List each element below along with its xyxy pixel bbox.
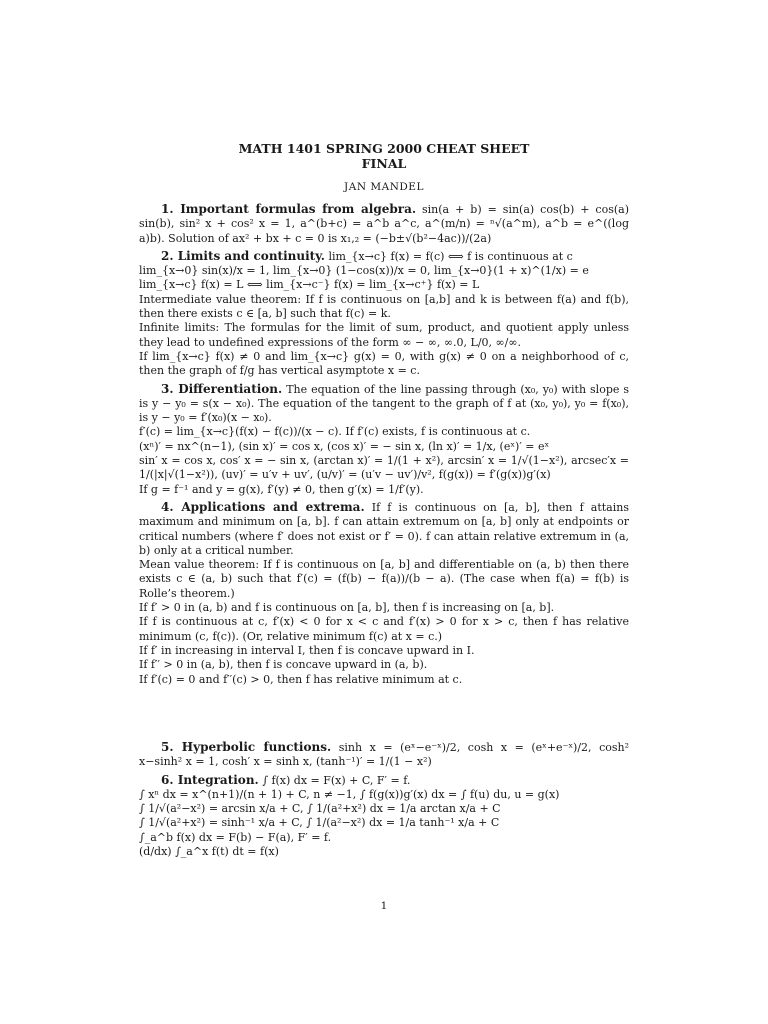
formula-line: lim_{x→0} sin(x)/x = 1, lim_{x→0} (1−cos(x))/x = 0, lim_{x→0}(1 + x)^(1/x) = e: [139, 264, 589, 278]
theorem-line: If f′ in increasing in interval I, then f is concave upward in I.: [139, 643, 475, 657]
theorem-line: If f′′ > 0 in (a, b), then f is concave upward in (a, b).: [139, 658, 428, 672]
title-line-2: FINAL: [361, 156, 407, 171]
theorem-line: If f′ > 0 in (a, b) and f is continuous on [a, b], then f is increasing on [a, b].: [139, 601, 555, 615]
section-text: sin(a + b) = sin(a) cos(b) + cos(a) sin(b), sin² x + cos² x = 1, a^(b+c) = a^b a^c, a^(m/n) = ⁿ√(a^m), a^b = e^((log a)b). Solution of ax² + bx + c = 0 is x₁,₂ = (−b±√(b²−4ac))/(2a): [139, 203, 629, 245]
section-differentiation: [139, 382, 629, 497]
content-block-2: [139, 740, 629, 862]
section-body: [139, 382, 629, 426]
section-heading: 4. Applications and extrema.: [161, 499, 365, 514]
section-body: [139, 500, 629, 558]
title-line-1: MATH 1401 SPRING 2000 CHEAT SHEET: [238, 141, 530, 156]
section-text: ∫ f(x) dx = F(x) + C, F′ = f.: [258, 773, 411, 787]
section-body: [139, 773, 629, 788]
formula-line: (xⁿ)′ = nx^(n−1), (sin x)′ = cos x, (cos x)′ = − sin x, (ln x)′ = 1/x, (eˣ)′ = eˣ: [139, 439, 550, 453]
theorem-line: If lim_{x→c} f(x) ≠ 0 and lim_{x→c} g(x) = 0, with g(x) ≠ 0 on a neighborhood of c, then the graph of f/g has vertical asymptote x = c.: [139, 349, 629, 378]
section-heading: 2. Limits and continuity.: [161, 248, 325, 263]
section-text: sinh x = (eˣ−e⁻ˣ)/2, cosh x = (eˣ+e⁻ˣ)/2, cosh² x−sinh² x = 1, cosh′ x = sinh x, (tanh⁻¹)′ = 1/(1 − x²): [139, 741, 629, 769]
section-body: [139, 202, 629, 246]
content-block-1: [139, 202, 629, 690]
formula-line: (d/dx) ∫_a^x f(t) dt = f(x): [139, 845, 279, 859]
theorem-line: Mean value theorem: If f is continuous on [a, b] and differentiable on (a, b) then there exists c ∈ (a, b) such that f′(c) = (f(b) − f(a))/(b − a). (The case when f(a) = f(b) is Rolle’s theorem.): [139, 558, 629, 600]
formula-line: If g = f⁻¹ and y = g(x), f′(y) ≠ 0, then g′(x) = 1/f′(y).: [139, 482, 424, 496]
formula-line: lim_{x→c} f(x) = L ⟺ lim_{x→c⁻} f(x) = lim_{x→c⁺} f(x) = L: [139, 278, 480, 292]
formula-line: ∫_a^b f(x) dx = F(b) − F(a), F′ = f.: [139, 830, 332, 844]
section-text: If f is continuous on [a, b], then f attains maximum and minimum on [a, b]. f can attain extremum on [a, b] only at endpoints or critical numbers (where f′ does not exist or f′ = 0). f can attain relative extremum in (a, b) only at a critical number.: [139, 500, 629, 557]
formula-line: ∫ xⁿ dx = x^(n+1)/(n + 1) + C, n ≠ −1, ∫ f(g(x))g′(x) dx = ∫ f(u) du, u = g(x): [139, 787, 560, 801]
section-body: [139, 740, 629, 770]
section-heading: 3. Differentiation.: [161, 381, 283, 396]
section-heading: 5. Hyperbolic functions.: [161, 740, 332, 754]
formula-line: ∫ 1/√(a²−x²) = arcsin x/a + C, ∫ 1/(a²+x²) dx = 1/a arctan x/a + C: [139, 802, 501, 816]
section-integration: [139, 773, 629, 860]
author-name: JAN MANDEL: [344, 181, 424, 193]
section-text: lim_{x→c} f(x) = f(c) ⟺ f is continuous at c: [324, 249, 573, 263]
formula-line: f′(c) = lim_{x→c}(f(x) − f(c))/(x − c). If f′(c) exists, f is continuous at c.: [139, 425, 531, 439]
section-extrema: [139, 500, 629, 687]
theorem-line: If f′(c) = 0 and f′′(c) > 0, then f has relative minimum at c.: [139, 672, 463, 686]
section-hyperbolic: [139, 740, 629, 770]
formula-line: sin′ x = cos x, cos′ x = − sin x, (arctan x)′ = 1/(1 + x²), arcsin′ x = 1/√(1−x²), arcsec′x = 1/(|x|√(1−x²)), (uv)′ = u′v + uv′, (u/v)′ = (u′v − uv′)/v², f(g(x)) = f′(g(x))g′(x): [139, 454, 629, 482]
section-heading: 1. Important formulas from algebra.: [161, 202, 417, 216]
formula-line: ∫ 1/√(a²+x²) = sinh⁻¹ x/a + C, ∫ 1/(a²−x²) dx = 1/a tanh⁻¹ x/a + C: [139, 816, 500, 830]
section-text: The equation of the line passing through (x₀, y₀) with slope s is y − y₀ = s(x − x₀). The equation of the tangent to the graph of f at (x₀, y₀), y₀ = f(x₀), is y − y₀ = f′(x₀)(x − x₀).: [139, 382, 629, 425]
page-number: 1: [380, 900, 388, 912]
section-body: [139, 249, 629, 264]
section-algebra: [139, 202, 629, 246]
theorem-line: Intermediate value theorem: If f is continuous on [a,b] and k is between f(a) and f(b), then there exists c ∈ [a, b] such that f(c) = k.: [139, 292, 629, 321]
section-heading: 6. Integration.: [161, 772, 259, 787]
theorem-line: If f is continuous at c, f′(x) < 0 for x < c and f′(x) > 0 for x > c, then f has relative minimum (c, f(c)). (Or, relative minimum f(c) at x = c.): [139, 615, 629, 643]
document-title: [0, 141, 768, 171]
section-limits: [139, 249, 629, 379]
theorem-line: Infinite limits: The formulas for the limit of sum, product, and quotient apply unless they lead to undefined expressions of the form ∞ − ∞, ∞.0, L/0, ∞/∞.: [139, 321, 629, 349]
